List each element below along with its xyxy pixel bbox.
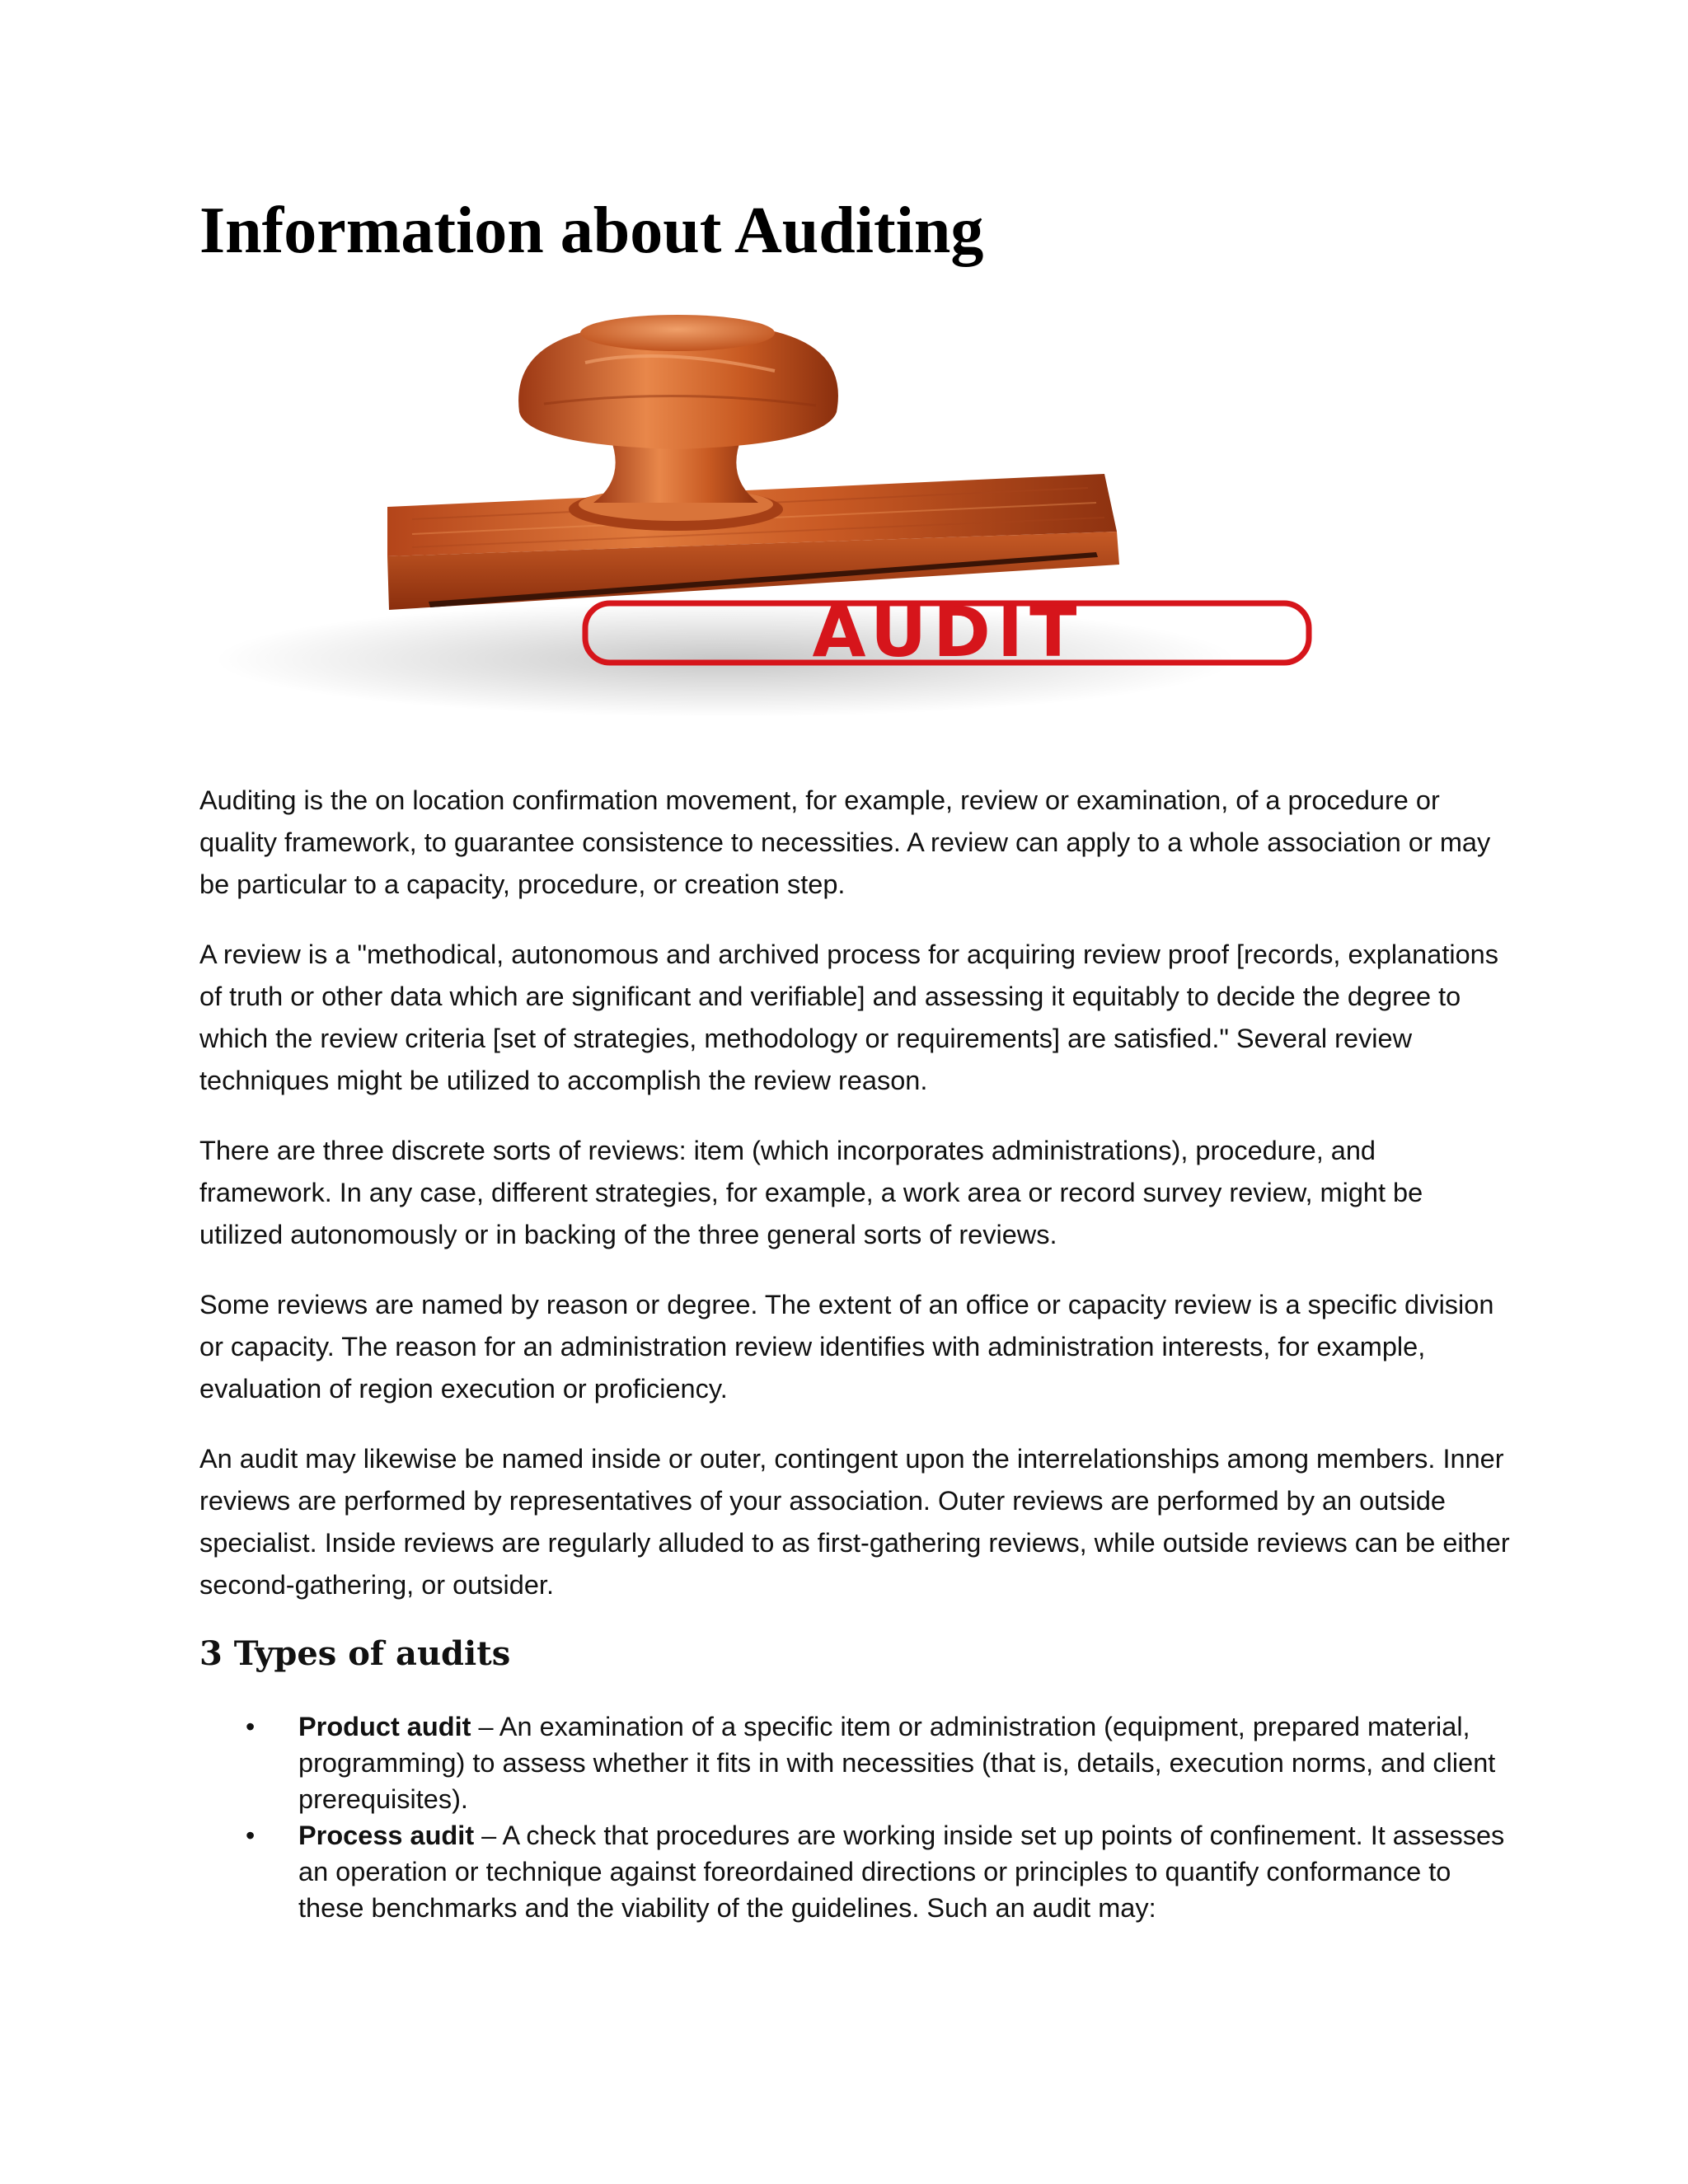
definition-product-audit: – An examination of a specific item or administration (equipment, prepared material, programming) to assess whether it fits in with necessities (that is, details, execution norms, and client prerequisites). [298,1712,1496,1814]
list-item-product-audit [199,1708,1510,1817]
paragraph-5: An audit may likewise be named inside or outer, contingent upon the interrelationships among members. Inner reviews are performed by representatives of your association. Outer reviews are performed by an outside specialist. Inside reviews are regularly alluded to as first-gathering reviews, while outside reviews can be either second-gathering, or outsider. [199,1444,1510,1600]
bullet-marker: • [246,1821,256,1850]
stamp-label: AUDIT [812,592,1084,673]
page-title: Information about Auditing [199,194,984,267]
paragraph-1: Auditing is the on location confirmation movement, for example, review or examination, of a procedure or quality framework, to guarantee consistence to necessities. A review can apply to a whole association or may be particular to a capacity, procedure, or creation step. [199,785,1491,899]
list-item-process-audit [199,1817,1510,1926]
audit-stamp-image [198,313,1335,725]
bullet-marker: • [246,1712,256,1741]
paragraph-2: A review is a "methodical, autonomous and archived process for acquiring review proof [records, explanations of truth or other data which are significant and verifiable] and assessing it equitably to decide the degree to which the review criteria [set of strategies, methodology or requirements] are satisfied." Several review techniques might be utilized to accomplish the review reason. [199,940,1498,1095]
term-process-audit: Process audit [298,1821,475,1850]
paragraph-4: Some reviews are named by reason or degree. The extent of an office or capacity review is a specific division or capacity. The reason for an administration review identifies with administration interests, for example, evaluation of region execution or proficiency. [199,1290,1494,1404]
document-body [199,780,1510,1926]
section-heading: 3 Types of audits [199,1634,511,1673]
audit-types-list [199,1708,1510,1926]
definition-process-audit: – A check that procedures are working inside set up points of confinement. It assesses an operation or technique against foreordained directions or principles to quantify conformance to these benchmarks and the viability of the guidelines. Such an audit may: [298,1821,1505,1923]
paragraph-3: There are three discrete sorts of reviews: item (which incorporates administrations), procedure, and framework. In any case, different strategies, for example, a work area or record survey review, might be utilized autonomously or in backing of the three general sorts of reviews. [199,1136,1423,1249]
term-product-audit: Product audit [298,1712,471,1741]
